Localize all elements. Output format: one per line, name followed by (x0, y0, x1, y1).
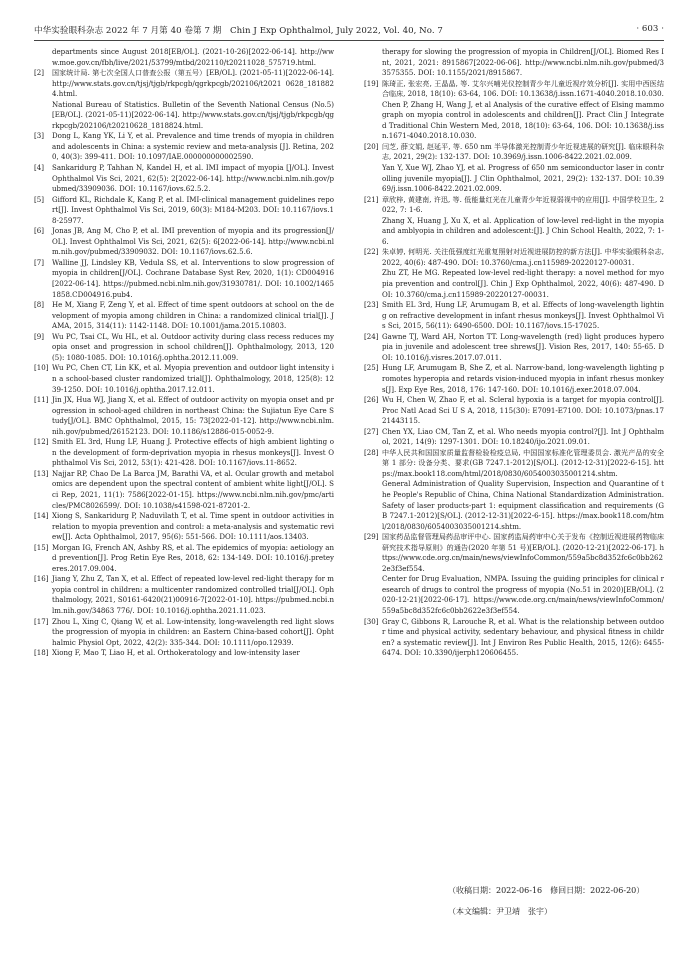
reference-text: He M, Xiang F, Zeng Y, et al. Effect of time spent outdoors at school on the development of myopia among children in China: a randomized clinical trial[J]. JAMA, 2015, 314(11): 1142-1148. DOI: 10.1001/jama.2015.10803. (52, 300, 334, 331)
reference-entry (364, 195, 664, 248)
reference-number: [28] (364, 447, 379, 457)
reference-entry (34, 258, 334, 300)
reference-text: Gawne TJ, Ward AH, Norton TT. Long-wavelength (red) light produces hyperopia in juvenile and adolescent tree shrews[J]. Vision Res, 2017, 140: 55-65. DOI: 10.1016/j.visres.2017.07.011. (382, 331, 664, 362)
running-header (34, 24, 664, 38)
page-number: · 603 · (636, 24, 664, 34)
reference-text: 中华人民共和国国家质量监督检验检疫总局, 中国国家标准化管理委员会. 激光产品的安全第 1 部分: 设备分类、要求(GB 7247.1-2012)[S/OL]. (2012-12-31)[2022-6-15]. https://max.book118.com/html/2018/0830/6054003035001214.shtm. (382, 447, 664, 478)
reference-number: [6] (34, 226, 44, 236)
reference-number: [12] (34, 437, 49, 447)
reference-text: Walline JJ, Lindsley KB, Vedula SS, et al. Interventions to slow progression of myopia in children[J/OL]. Cochrane Database Syst Rev, 2020, 1(1): CD004916[2022-06-14]. https://pubmed.ncbi.nlm.nih.gov/31930781/. DOI: 10.1002/14651858.CD004916.pub4. (52, 257, 334, 299)
reference-text: Wu PC, Tsai CL, Wu HL, et al. Outdoor activity during class recess reduces myopia onset and progression in school children[J]. Ophthalmology, 2013, 120(5): 1080-1085. DOI: 10.1016/j.ophtha.2012.11.009. (52, 331, 334, 362)
reference-text: Zhang X, Huang J, Xu X, et al. Application of low-level red-light in the myopia and amblyopia in children and adolescent:[J]. J Chin School Health, 2022, 7: 1-6. (382, 215, 664, 246)
reference-entry (364, 300, 664, 332)
reference-number: [18] (34, 648, 49, 658)
reference-entry (34, 47, 334, 68)
reference-number: [24] (364, 331, 379, 341)
reference-text: Wu H, Chen W, Zhao F, et al. Scleral hypoxia is a target for myopia control[J]. Proc Natl Acad Sci U S A, 2018, 115(30): E7091-E7100. DOI: 10.1073/pnas.1721443115. (382, 395, 664, 426)
reference-number: [25] (364, 363, 379, 373)
reference-entry (364, 427, 664, 448)
reference-text: departments since August 2018[EB/OL]. (2021-10-26)[2022-06-14]. http://www.moe.gov.cn/fbh/live/2021/53799/mtbd/202110/t20211028_575719.html. (52, 47, 334, 67)
reference-entry (34, 469, 334, 511)
reference-number: [2] (34, 68, 44, 78)
reference-entry (34, 511, 334, 543)
reference-text: Hung LF, Arumugam B, She Z, et al. Narrow-band, long-wavelength lighting promotes hyperopia and retards vision-induced myopia in infant rhesus monkeys[J]. Exp Eye Res, 2018, 176: 147-160. DOI: 10.1016/j.exer.2018.07.004. (382, 363, 664, 394)
reference-text: 国家统计局. 第七次全国人口普查公报（第五号）[EB/OL]. (2021-05-11)[2022-06-14]. http://www.stats.gov.cn/tjsj/tjgb/rkpcgb/qgrkpcgb/202106/t2021 0628_1818824.html. (52, 68, 334, 99)
reference-text: Sankaridurg P, Tahhan N, Kandel H, et al. IMI impact of myopia [J/OL]. Invest Ophthalmol Vis Sci, 2021, 62(5): 2[2022-06-14]. http://www.ncbi.nlm.nih.gov/pubmed/33909036. DOI: 10.1167/iovs.62.5.2. (52, 163, 334, 194)
reference-entry (364, 617, 664, 659)
reference-number: [30] (364, 616, 379, 626)
reference-entry (364, 363, 664, 395)
reference-number: [23] (364, 300, 379, 310)
reference-number: [17] (34, 616, 49, 626)
reference-text: Morgan IG, French AN, Ashby RS, et al. The epidemics of myopia: aetiology and prevention[J]. Prog Retin Eye Res, 2018, 62: 134-149. DOI: 10.1016/j.preteyeres.2017.09.004. (52, 542, 334, 573)
reference-entry (34, 68, 334, 131)
reference-entry (364, 532, 664, 616)
reference-text: Yan Y, Xue WJ, Zhao YJ, et al. Progress of 650 nm semiconductor laser in controlling juvenile myopia[J]. J Clin Ophthalmol, 2021, 29(2): 132-137. DOI: 10.3969/j.issn.1006-8422.2021.02.009. (382, 163, 664, 194)
references-left-column (34, 47, 334, 659)
reference-text: Zhou L, Xing C, Qiang W, et al. Low-intensity, long-wavelength red light slows the progression of myopia in children: an Eastern China-based cohort[J]. Ophthalmic Physiol Opt, 2022, 42(2): 335-344. DOI: 10.1111/opo.12939. (52, 616, 334, 647)
reference-number: [26] (364, 395, 379, 405)
header-rule (34, 40, 664, 41)
reference-entry (364, 395, 664, 427)
reference-text: Zhu ZT, He MG. Repeated low-level red-light therapy: a novel method for myopia prevention and control[J]. Chin J Exp Ophthalmol, 2022, 40(6): 487-490. DOI: 10.3760/cma.j.cn115989-20220127-00031. (382, 268, 664, 299)
reference-number: [4] (34, 163, 44, 173)
reference-text: Jiang Y, Zhu Z, Tan X, et al. Effect of repeated low-level red-light therapy for myopia control in children: a multicenter randomized controlled trial[J/OL]. Ophthalmology, 2021, S0161-6420(21)00916-7[2022-01-10]. https://pubmed.ncbi.nlm.nih.gov/34863 776/. DOI: 10.1016/j.ophtha.2021.11.023. (52, 574, 334, 615)
reference-entry (364, 47, 664, 79)
reference-text: Wu PC, Chen CT, Lin KK, et al. Myopia prevention and outdoor light intensity in a school-based cluster randomized trial[J]. Ophthalmology, 2018, 125(8): 1239-1250. DOI: 10.1016/j.ophtha.2017.12.011. (52, 363, 334, 394)
reference-entry (364, 79, 664, 142)
reference-entry (34, 363, 334, 395)
reference-text: Gray C, Gibbons R, Larouche R, et al. What is the relationship between outdoor time and physical activity, sedentary behaviour, and physical fitness in children? a systematic review[J]. Int J Environ Res Public Health, 2015, 12(6): 6455-6474. DOI: 10.3390/ijerph120606455. (382, 616, 664, 658)
received-revised-dates: （收稿日期：2022-06-16 修回日期：2022-06-20） (448, 886, 645, 895)
reference-text: 闫芝, 薛文娟, 赵延平, 等. 650 nm 半导体激光控制青少年近视进展的研究[J]. 临床眼科杂志, 2021, 29(2): 132-137. DOI: 10.3969/j.issn.1006-8422.2021.02.009. (382, 141, 664, 162)
reference-text: Chen P, Zhang H, Wang J, et al Analysis of the curative effect of Elsing mammograph on myopia control in adolescents and children[J]. Pract Clin J Integrated Traditional Chin Western Med, 2018, 18(10): 63-64, 106. DOI: 10.13638/j.issn.1671-4040.2018.10.030. (382, 99, 664, 141)
editor-credit: （本文编辑：尹卫靖 张宇） (448, 907, 552, 916)
reference-text: General Administration of Quality Supervision, Inspection and Quarantine of the People's Republic of China, China National Standardization Administration. Safety of laser products-part 1: equipment classification and requirements (GB 7247.1-2012)[S/OL]. (2012-12-31)[2022-6-15]. https://max.book118.com/html/2018/0830/6054003035001214.shtm. (382, 479, 664, 531)
reference-entry (34, 617, 334, 649)
reference-entry (34, 395, 334, 437)
reference-text: Dong L, Kang YK, Li Y, et al. Prevalence and time trends of myopia in children and adolescents in China: a systemic review and meta-analysis [J]. Retina, 2020, 40(3): 399-411. DOI: 10.1097/IAE.000000000002590. (52, 131, 334, 162)
reference-number: [9] (34, 331, 44, 341)
reference-number: [3] (34, 131, 44, 141)
reference-number: [19] (364, 78, 379, 88)
reference-entry (34, 300, 334, 332)
reference-text: 陈琦正, 张宏亮, 王晶晶, 等. 艾尔兴哺光仪控制青少年儿童近视疗效分析[J]. 实用中西医结合临床, 2018, 18(10): 63-64, 106. DOI: 10.13638/j.issn.1671-4040.2018.10.030. (382, 78, 664, 99)
reference-number: [10] (34, 363, 49, 373)
reference-number: [14] (34, 511, 49, 521)
reference-number: [8] (34, 300, 44, 310)
reference-number: [20] (364, 141, 379, 151)
reference-text: Center for Drug Evaluation, NMPA. Issuing the guiding principles for clinical research of drugs to control the progress of myopia (No.51 in 2020)[EB/OL]. (2020-12-21)[2022-06-17]. https://www.cde.org.cn/main/news/viewInfoCommon/559a5bc8d352fc6c0bb2622e3f3ef554. (382, 574, 664, 615)
reference-entry (364, 247, 664, 300)
reference-text: Smith EL 3rd, Hung LF, Arumugam B, et al. Effects of long-wavelength lighting on refractive development in infant rhesus monkeys[J]. Invest Ophthalmol Vis Sci, 2015, 56(11): 6490-6500. DOI: 10.1167/iovs.15-17025. (382, 300, 664, 331)
reference-entry (364, 332, 664, 364)
reference-entry (34, 648, 334, 659)
reference-number: [22] (364, 247, 379, 257)
reference-text: National Bureau of Statistics. Bulletin of the Seventh National Census (No.5)[EB/OL]. (2021-05-11)[2022-06-14]. http://www.stats.gov.cn/tjsj/tjgb/rkpcgb/qgrkpcgb/202106/t20210628_1818824.html. (52, 99, 334, 130)
reference-text: Jin JX, Hua WJ, Jiang X, et al. Effect of outdoor activity on myopia onset and progression in school-aged children in northeast China: the Sujiatun Eye Care Study[J/OL]. BMC Ophthalmol, 2015, 15: 73[2022-01-12]. http://www.ncbi.nlm.nih.gov/pubmed/26152123. DOI: 10.1186/s12886-015-0052-9. (52, 395, 334, 436)
reference-number: [16] (34, 574, 49, 584)
reference-text: Chen YX, Liao CM, Tan Z, et al. Who needs myopia control?[J]. Int J Ophthalmol, 2021, 14(9): 1297-1301. DOI: 10.18240/ijo.2021.09.01. (382, 426, 664, 447)
reference-entry (34, 195, 334, 227)
reference-entry (34, 437, 334, 469)
reference-number: [15] (34, 542, 49, 552)
reference-entry (34, 574, 334, 616)
reference-number: [7] (34, 257, 44, 267)
reference-number: [21] (364, 194, 379, 204)
reference-text: Jonas JB, Ang M, Cho P, et al. IMI prevention of myopia and its progression[J/OL]. Invest Ophthalmol Vis Sci, 2021, 62(5): 6[2022-06-14]. http://www.ncbi.nlm.nih.gov/pubmed/33909032. DOI: 10.1167/iovs.62.5.6. (52, 226, 334, 257)
reference-number: [5] (34, 194, 44, 204)
reference-entry (364, 448, 664, 532)
reference-text: Xiong S, Sankaridurg P, Naduvilath T, et al. Time spent in outdoor activities in relation to myopia prevention and control: a meta-analysis and systematic review[J]. Acta Ophthalmol, 2017, 95(6): 551-566. DOI: 10.1111/aos.13403. (52, 511, 334, 542)
reference-entry (34, 163, 334, 195)
reference-text: Gifford KL, Richdale K, Kang P, et al. IMI-clinical management guidelines report[J]. Invest Ophthalmol Vis Sci, 2019, 60(3): M184-M203. DOI: 10.1167/iovs.18-25977. (52, 194, 334, 225)
reference-entry (34, 332, 334, 364)
reference-text: 章欣梓, 黄建南, 许迅, 等. 低能量红光在儿童青少年近视弱视中的应用[J]. 中国学校卫生, 2022, 7: 1-6. (382, 194, 664, 215)
reference-entry (34, 226, 334, 258)
reference-number: [13] (34, 468, 49, 478)
reference-text: 国家药品监督管理局药品审评中心. 国家药监局药审中心关于发布《控制近视进展药物临床研究技术指导原则》的通告(2020 年第 51 号)[EB/OL]. (2020-12-21)[2022-06-17]. https://www.cde.org.cn/main/news/viewInfoCommon/559a5bc8d352fc6c0bb2622e3f3ef554. (382, 532, 664, 573)
reference-text: Smith EL 3rd, Hung LF, Huang J. Protective effects of high ambient lighting on the development of form-deprivation myopia in rhesus monkeys[J]. Invest Ophthalmol Vis Sci, 2012, 53(1): 421-428. DOI: 10.1167/iovs.11-8652. (52, 437, 334, 468)
reference-text: 朱卓婷, 何明光. 关注低强度红光重复照射对近视进展防控的新方法[J]. 中华实验眼科杂志, 2022, 40(6): 487-490. DOI: 10.3760/cma.j.cn115989-20220127-00031. (382, 247, 664, 267)
reference-entry (364, 142, 664, 195)
reference-text: Xiong F, Mao T, Liao H, et al. Orthokeratology and low-intensity laser (52, 648, 300, 658)
reference-text: therapy for slowing the progression of myopia in Children[J/OL]. Biomed Res Int, 2021, 2021: 8915867[2022-06-06]. http://www.ncbi.nlm.nih.gov/pubmed/33575355. DOI: 10.1155/2021/8915867. (382, 47, 664, 78)
reference-number: [29] (364, 532, 379, 542)
reference-text: Najjar RP, Chao De La Barca JM, Barathi VA, et al. Ocular growth and metabolomics are dependent upon the spectral content of ambient white light[J/OL]. Sci Rep, 2021, 11(1): 7586[2022-01-15]. https://www.ncbi.nlm.nih.gov/pmc/articles/PMC8026599/. DOI: 10.1038/s41598-021-87201-2. (52, 468, 334, 510)
journal-citation: 中华实验眼科杂志 2022 年 7 月第 40 卷第 7 期 Chin J Exp Ophthalmol, July 2022, Vol. 40, No. 7 (34, 26, 443, 36)
reference-entry (34, 131, 334, 163)
references-right-column (364, 47, 664, 659)
reference-entry (34, 543, 334, 575)
reference-number: [11] (34, 395, 49, 405)
reference-number: [27] (364, 426, 379, 436)
